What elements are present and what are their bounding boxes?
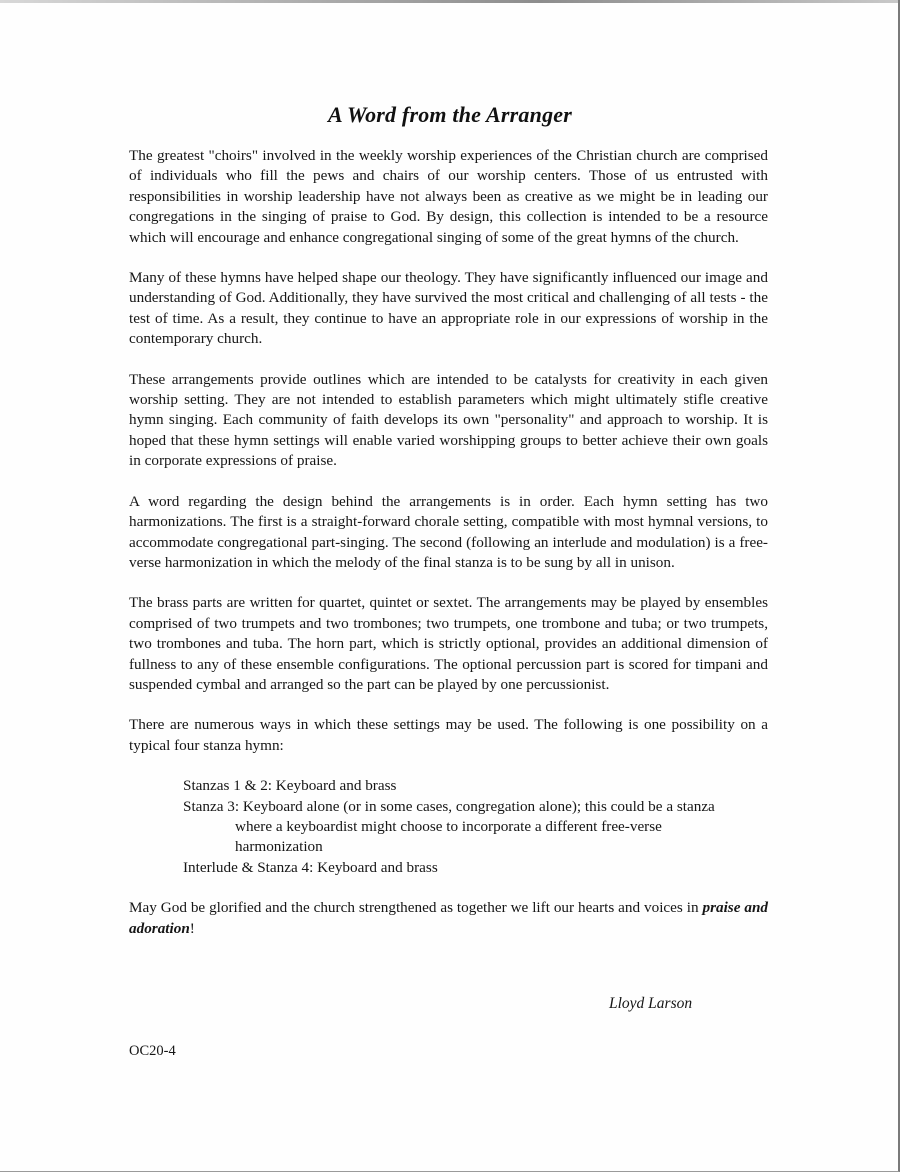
stanza-list — [129, 776, 768, 878]
page-title: A Word from the Arranger — [327, 102, 572, 127]
stanza-list-item: Interlude & Stanza 4: Keyboard and brass — [183, 858, 438, 876]
paragraph-theology: Many of these hymns have helped shape our theology. They have significantly influenced our image and understanding of God. Additionally, they have survived the most critical and challenging of all tests - the test of time. As a result, they continue to have an appropriate role in our expressions of worship in the contemporary church. — [129, 269, 768, 348]
stanza-list-item: Stanza 3: Keyboard alone (or in some cases, congregation alone); this could be a stanza where a keyboardist might choose to incorporate a different free-verse harmonization — [183, 797, 715, 856]
closing-end: ! — [189, 919, 195, 937]
scan-top-edge — [0, 0, 900, 3]
paragraph-design: A word regarding the design behind the arrangements is in order. Each hymn setting has two harmonizations. The first is a straight-forward chorale setting, compatible with most hymnal versions, to accommodate congregational part-singing. The second (following an interlude and modulation) is a free-verse harmonization in which the melody of the final stanza is to be sung by all in unison. — [129, 492, 768, 571]
paragraph-choirs: The greatest "choirs" involved in the weekly worship experiences of the Christian church are comprised of individuals who fill the pews and chairs of our worship centers. Those of us entrusted with responsibilities in worship leadership have not always been as creative as we might be in leading our congregations in the singing of praise to God. By design, this collection is intended to be a resource which will encourage and enhance congregational singing of some of the great hymns of the church. — [129, 147, 768, 246]
body-text — [129, 146, 768, 959]
catalog-number: OC20-4 — [129, 1043, 176, 1059]
paragraph-closing — [129, 898, 768, 939]
paragraph-brass: The brass parts are written for quartet, quintet or sextet. The arrangements may be played by ensembles comprised of two trumpets and two trombones; two trumpets, one trombone and tuba; or two trumpets, two trombones and tuba. The horn part, which is strictly optional, provides an additional dimension of fullness to any of these ensemble configurations. The optional percussion part is scored for timpani and suspended cymbal and arranged so the part can be played by one percussionist. — [129, 594, 768, 693]
paragraph-uses-intro: There are numerous ways in which these settings may be used. The following is one possibility on a typical four stanza hymn: — [129, 716, 768, 754]
closing-emphasis: praise and adoration — [129, 899, 768, 937]
stanza-list-item: Stanzas 1 & 2: Keyboard and brass — [183, 777, 397, 795]
paragraph-creativity: These arrangements provide outlines which are intended to be catalysts for creativity in each given worship setting. They are not intended to establish parameters which might ultimately stifle creative hymn singing. Each community of faith develops its own "personality" and approach to worship. It is hoped that these hymn settings will enable varied worshipping groups to better achieve their own goals in corporate expressions of praise. — [129, 370, 768, 470]
closing-text: May God be glorified and the church strengthened as together we lift our hearts and voices in — [129, 899, 703, 917]
signature: Lloyd Larson — [609, 995, 693, 1012]
